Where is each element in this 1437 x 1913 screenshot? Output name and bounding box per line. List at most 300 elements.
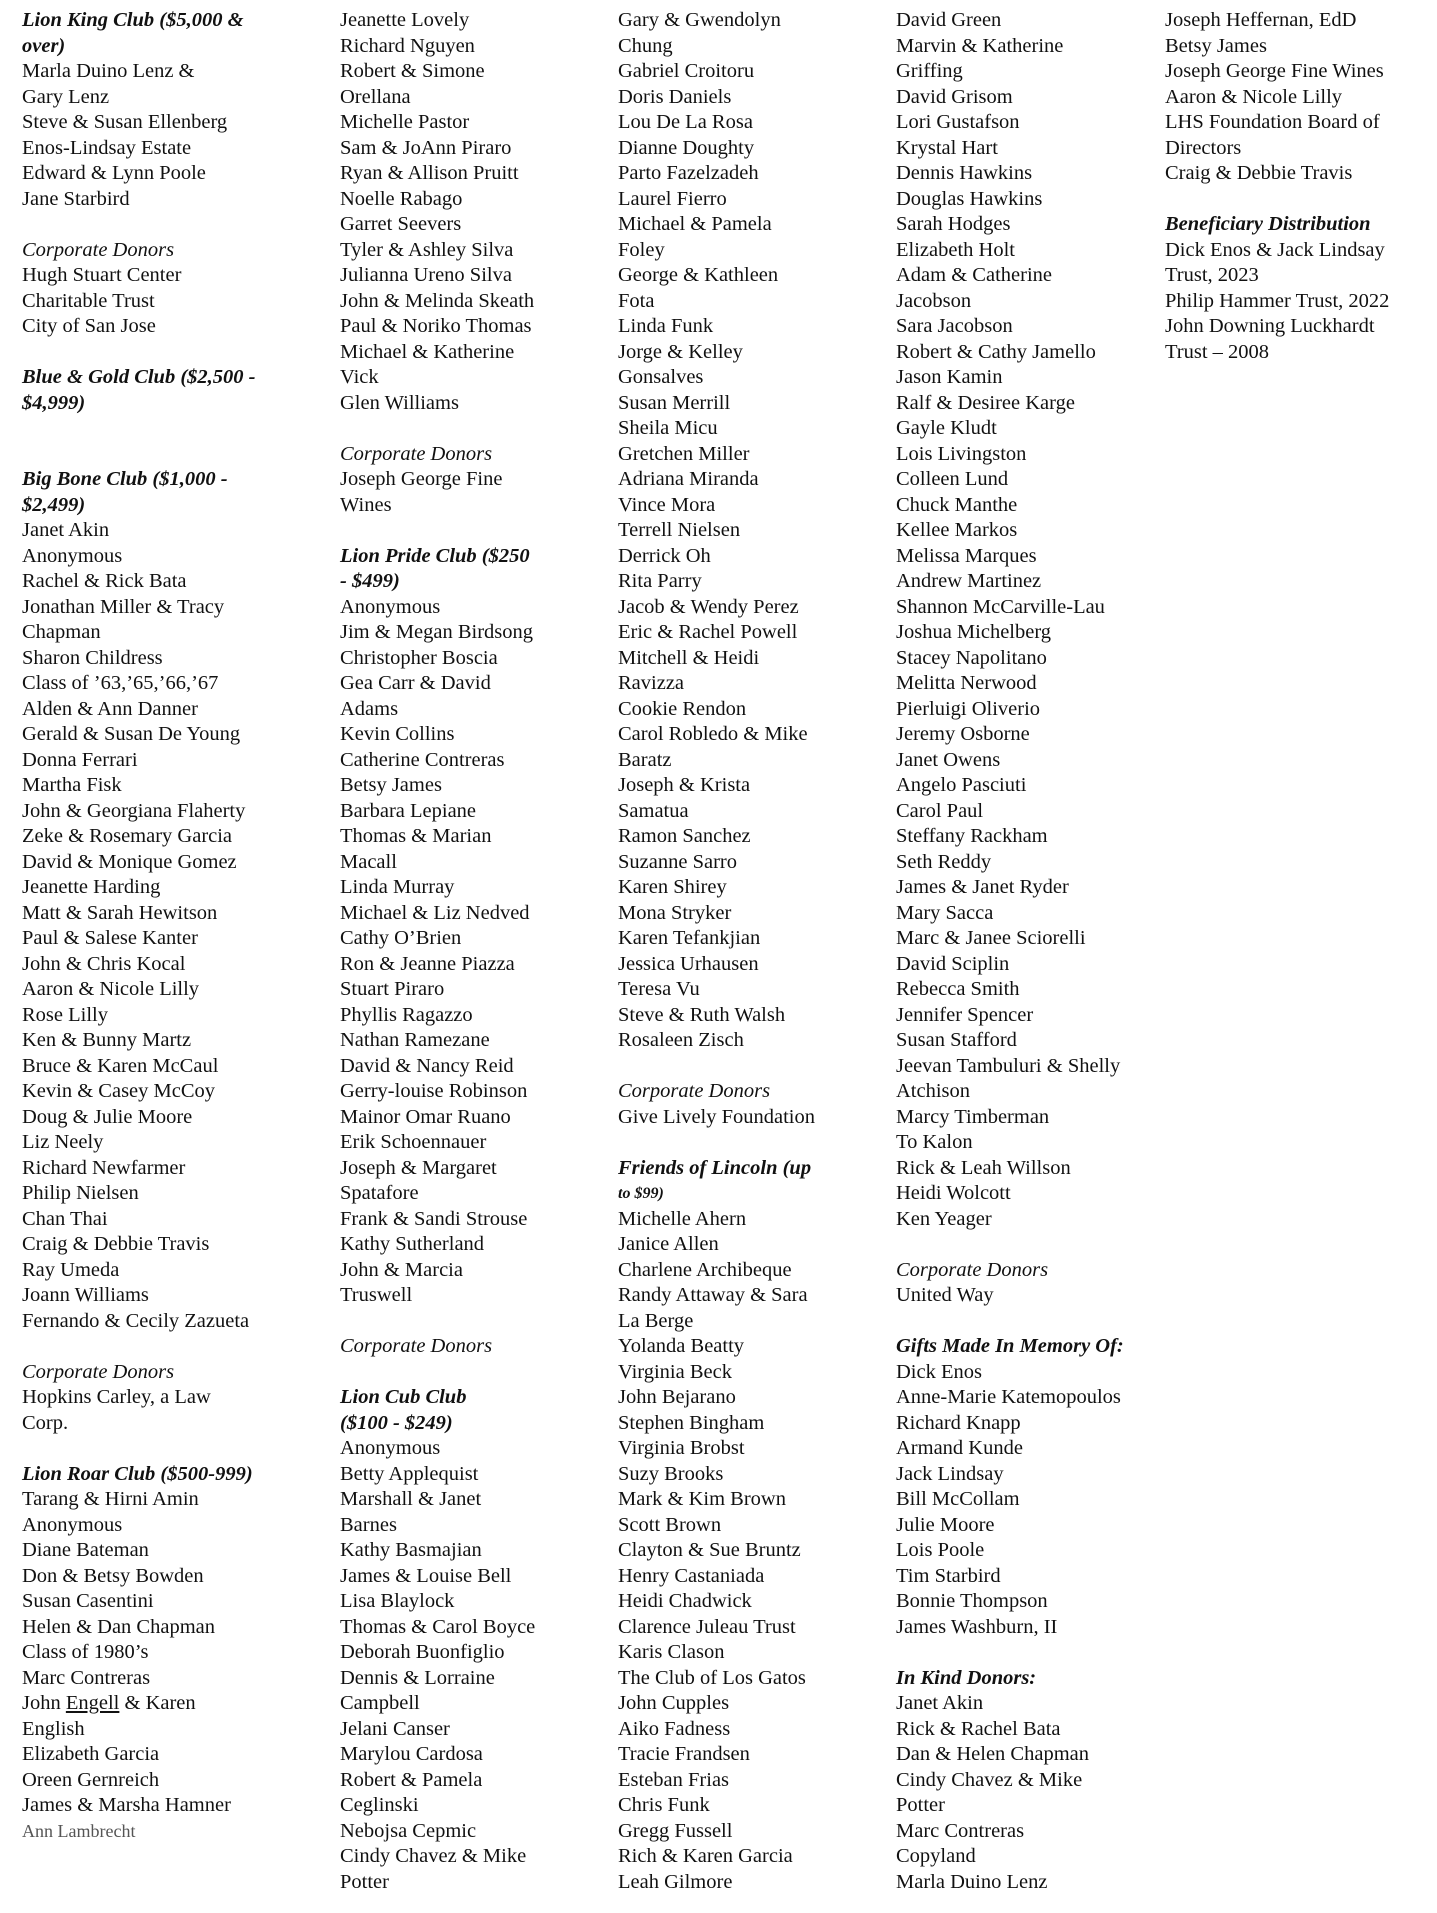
donor-name-part: & Karen xyxy=(119,1692,196,1714)
donor-name: Ryan & Allison Pruitt xyxy=(340,162,519,184)
donor-name: Karen Shirey xyxy=(618,876,727,898)
donor-name: Jason Kamin xyxy=(896,366,1003,388)
donor-name: Directors xyxy=(1165,136,1242,159)
donor-name: Adriana Miranda xyxy=(618,468,759,490)
donor-name: Randy Attaway & Sara xyxy=(618,1284,808,1306)
donor-name: Bill McCollam xyxy=(896,1488,1020,1510)
donor-name: Seth Reddy xyxy=(896,850,992,873)
section-heading: Beneficiary Distribution xyxy=(1165,213,1371,235)
donor-name: Michael & Liz Nedved xyxy=(340,901,530,924)
donor-name: James Washburn, II xyxy=(896,1615,1058,1638)
donor-name: Hugh Stuart Center xyxy=(22,264,182,286)
donor-name: Marylou Cardosa xyxy=(340,1743,483,1765)
donor-name: Anonymous xyxy=(340,595,441,618)
donor-name: Macall xyxy=(340,850,397,873)
donor-name: Michelle Ahern xyxy=(618,1207,747,1230)
donor-name: Joseph George Fine xyxy=(340,468,503,490)
donor-name: Give Lively Foundation xyxy=(618,1105,816,1128)
donor-name: Andrew Martinez xyxy=(896,570,1042,592)
donor-name: Karis Clason xyxy=(618,1641,725,1663)
donor-name: Suzy Brooks xyxy=(618,1462,724,1485)
section-heading: In Kind Donors: xyxy=(896,1666,1037,1689)
donor-name: Oreen Gernreich xyxy=(22,1768,160,1791)
donor-name: Barbara Lepiane xyxy=(340,799,477,822)
section-heading: over) xyxy=(22,34,66,57)
donor-name: Krystal Hart xyxy=(896,136,998,159)
donor-name: Spatafore xyxy=(340,1182,419,1204)
donor-name: George & Kathleen xyxy=(618,264,779,286)
spacer xyxy=(340,518,535,544)
donor-name: Aiko Fadness xyxy=(618,1717,731,1740)
donor-name: Melitta Nerwood xyxy=(896,672,1037,694)
donor-name: Craig & Debbie Travis xyxy=(1165,162,1353,184)
donor-name: James & Marsha Hamner xyxy=(22,1794,231,1816)
donor-name: Ken Yeager xyxy=(896,1207,992,1230)
donor-name: Matt & Sarah Hewitson xyxy=(22,901,218,924)
donor-name: Garret Seevers xyxy=(340,213,462,235)
donor-name: Melissa Marques xyxy=(896,544,1037,567)
section-heading: Lion Pride Club ($250 xyxy=(340,544,530,567)
donor-name: Linda Funk xyxy=(618,315,714,337)
donor-name: Copyland xyxy=(896,1845,976,1867)
section-heading: $2,499) xyxy=(22,493,86,516)
donor-name: Philip Nielsen xyxy=(22,1182,139,1204)
donor-name: Richard Nguyen xyxy=(340,34,475,57)
donor-name: Joseph Heffernan, EdD xyxy=(1165,9,1357,31)
donor-name: Alden & Ann Danner xyxy=(22,697,198,720)
section-heading: Big Bone Club ($1,000 - xyxy=(22,468,228,490)
donor-name: David & Nancy Reid xyxy=(340,1054,514,1077)
donor-name: Potter xyxy=(340,1870,389,1893)
donor-name: Nebojsa Cepmic xyxy=(340,1819,477,1842)
donor-name: Betsy James xyxy=(1165,34,1267,57)
donor-name: Bruce & Karen McCaul xyxy=(22,1054,219,1077)
donor-name: Marc & Janee Sciorelli xyxy=(896,927,1086,949)
donor-name: Lois Livingston xyxy=(896,442,1027,465)
donor-name: Heidi Chadwick xyxy=(618,1590,752,1612)
donor-name: David Grisom xyxy=(896,85,1013,108)
donor-name: Chung xyxy=(618,34,673,57)
donor-name: Paul & Salese Kanter xyxy=(22,927,198,949)
donor-name: Baratz xyxy=(618,748,672,771)
donor-name: Martha Fisk xyxy=(22,774,122,796)
donor-name: Jack Lindsay xyxy=(896,1462,1004,1485)
donor-name: Jorge & Kelley xyxy=(618,340,743,363)
donor-name: Karen Tefankjian xyxy=(618,927,761,949)
spacer xyxy=(896,1640,1124,1666)
donor-name: Gerry-louise Robinson xyxy=(340,1080,528,1102)
donor-name: Betsy James xyxy=(340,774,442,796)
donor-name: Jelani Canser xyxy=(340,1717,450,1740)
donor-name: Chris Funk xyxy=(618,1794,710,1816)
donor-name: Marc Contreras xyxy=(896,1819,1025,1842)
spacer xyxy=(22,340,256,366)
spacer xyxy=(22,1334,256,1360)
donor-name: Trust – 2008 xyxy=(1165,340,1270,363)
donor-name: Leah Gilmore xyxy=(618,1870,733,1893)
donor-name: Kathy Basmajian xyxy=(340,1539,482,1561)
donor-name: Liz Neely xyxy=(22,1131,104,1153)
donor-name: Sam & JoAnn Piraro xyxy=(340,136,512,159)
donor-name: Vince Mora xyxy=(618,493,716,516)
section-heading: Blue & Gold Club ($2,500 - xyxy=(22,366,256,388)
donor-name: Gea Carr & David xyxy=(340,672,491,694)
donor-name: Potter xyxy=(896,1794,945,1816)
donor-name: Lois Poole xyxy=(896,1539,985,1561)
donor-name: Marshall & Janet xyxy=(340,1488,482,1510)
donor-name: Jacob & Wendy Perez xyxy=(618,595,799,618)
donor-name: Charlene Archibeque xyxy=(618,1258,792,1281)
donor-name: Sharon Childress xyxy=(22,646,163,669)
donor-name: Tarang & Hirni Amin xyxy=(22,1488,199,1510)
donor-name: Anonymous xyxy=(22,1513,123,1536)
donor-name: Douglas Hawkins xyxy=(896,187,1043,210)
donor-name: Samatua xyxy=(618,799,689,822)
donor-name: Ken & Bunny Martz xyxy=(22,1029,192,1051)
donor-name: Steve & Ruth Walsh xyxy=(618,1003,786,1026)
donor-name: Janet Owens xyxy=(896,748,1001,771)
spacer xyxy=(1165,187,1389,213)
underlined-name-part: Engell xyxy=(65,1692,120,1714)
donor-name-part: John xyxy=(22,1692,66,1714)
donor-name: Terrell Nielsen xyxy=(618,519,741,541)
donor-name: Michael & Katherine xyxy=(340,340,515,363)
donor-name: Barnes xyxy=(340,1513,397,1536)
donor-name: Zeke & Rosemary Garcia xyxy=(22,825,233,847)
donor-name: Dick Enos xyxy=(896,1360,982,1383)
donor-name: Rita Parry xyxy=(618,570,702,592)
donor-name: Rick & Leah Willson xyxy=(896,1156,1071,1179)
donor-name: Jane Starbird xyxy=(22,187,130,210)
donor-name: Vick xyxy=(340,366,379,388)
donor-name: Sheila Micu xyxy=(618,417,718,439)
donor-name: John & Georgiana Flaherty xyxy=(22,799,246,822)
donor-name: Ceglinski xyxy=(340,1794,419,1816)
donor-name: Ravizza xyxy=(618,672,685,694)
spacer xyxy=(22,416,256,442)
donor-name: David Sciplin xyxy=(896,952,1010,975)
donor-name: Eric & Rachel Powell xyxy=(618,621,798,643)
donor-name: Rick & Rachel Bata xyxy=(896,1717,1061,1740)
donor-name: Scott Brown xyxy=(618,1513,722,1536)
donor-name: Richard Newfarmer xyxy=(22,1156,186,1179)
donor-name: Angelo Pasciuti xyxy=(896,774,1027,796)
donor-name: Lou De La Rosa xyxy=(618,111,753,133)
donor-name: Esteban Frias xyxy=(618,1768,730,1791)
donor-name: Anne-Marie Katemopoulos xyxy=(896,1386,1121,1408)
donor-name: Robert & Simone xyxy=(340,60,485,82)
donor-name: Chuck Manthe xyxy=(896,493,1018,516)
donor-name: Susan Merrill xyxy=(618,391,731,414)
donor-column-3 xyxy=(618,8,815,1895)
donor-name: Fernando & Cecily Zazueta xyxy=(22,1309,250,1332)
donor-name: John Bejarano xyxy=(618,1386,736,1408)
donor-name: Stuart Piraro xyxy=(340,978,445,1000)
donor-name: Julianna Ureno Silva xyxy=(340,264,512,286)
donor-name: Hopkins Carley, a Law xyxy=(22,1386,211,1408)
donor-name: Edward & Lynn Poole xyxy=(22,162,206,184)
donor-name: The Club of Los Gatos xyxy=(618,1666,806,1689)
donor-name: Craig & Debbie Travis xyxy=(22,1233,210,1255)
section-heading: - $499) xyxy=(340,570,400,592)
donor-name: Heidi Wolcott xyxy=(896,1182,1011,1204)
donor-name: Marla Duino Lenz & xyxy=(22,60,195,82)
donor-name: Colleen Lund xyxy=(896,468,1009,490)
donor-name: Teresa Vu xyxy=(618,978,700,1000)
donor-name: English xyxy=(22,1717,85,1740)
donor-name: Dan & Helen Chapman xyxy=(896,1743,1089,1765)
donor-name: Bonnie Thompson xyxy=(896,1590,1048,1612)
donor-name: Yolanda Beatty xyxy=(618,1335,745,1357)
donor-name: Sara Jacobson xyxy=(896,315,1013,337)
donor-name: Mona Stryker xyxy=(618,901,732,924)
donor-name: Fota xyxy=(618,289,655,312)
donor-name: Clarence Juleau Trust xyxy=(618,1615,796,1638)
donor-name: John Downing Luckhardt xyxy=(1165,315,1375,337)
donor-name: Lori Gustafson xyxy=(896,111,1020,133)
donor-name: Steffany Rackham xyxy=(896,825,1048,847)
donor-name: Susan Casentini xyxy=(22,1590,154,1612)
donor-name: To Kalon xyxy=(896,1131,973,1153)
donor-name: David Green xyxy=(896,9,1002,31)
subsection-heading: Corporate Donors xyxy=(22,238,175,261)
donor-name: Steve & Susan Ellenberg xyxy=(22,111,228,133)
donor-name: Carol Robledo & Mike xyxy=(618,723,808,745)
donor-name: Rich & Karen Garcia xyxy=(618,1845,793,1867)
donor-name: Donna Ferrari xyxy=(22,748,138,771)
donor-name: Dennis Hawkins xyxy=(896,162,1033,184)
donor-name: LHS Foundation Board of xyxy=(1165,111,1380,133)
donor-name: Campbell xyxy=(340,1692,420,1714)
donor-name: Jeremy Osborne xyxy=(896,723,1030,745)
section-heading: ($100 - $249) xyxy=(340,1411,453,1434)
donor-name: Derrick Oh xyxy=(618,544,711,567)
donor-column-5 xyxy=(1165,8,1389,365)
donor-name: United Way xyxy=(896,1284,994,1306)
donor-name: Gary & Gwendolyn xyxy=(618,9,781,31)
donor-name: Joshua Michelberg xyxy=(896,621,1052,643)
donor-name: Gregg Fussell xyxy=(618,1819,733,1842)
donor-name: Gary Lenz xyxy=(22,85,110,108)
donor-name: Mitchell & Heidi xyxy=(618,646,760,669)
donor-name: Rosaleen Zisch xyxy=(618,1029,744,1051)
donor-name: Marc Contreras xyxy=(22,1666,151,1689)
donor-name: Lisa Blaylock xyxy=(340,1590,455,1612)
donor-name: Linda Murray xyxy=(340,876,455,898)
donor-name: Susan Stafford xyxy=(896,1029,1017,1051)
donor-name: Paul & Noriko Thomas xyxy=(340,315,532,337)
donor-name: Jeanette Lovely xyxy=(340,9,470,31)
donor-column-1 xyxy=(22,8,256,1844)
spacer xyxy=(340,416,535,442)
donor-name: Enos-Lindsay Estate xyxy=(22,136,192,159)
donor-name: Janice Allen xyxy=(618,1233,719,1255)
section-heading: Friends of Lincoln (up xyxy=(618,1156,812,1179)
donor-name: Kellee Markos xyxy=(896,519,1018,541)
donor-name: John Cupples xyxy=(618,1692,730,1714)
donor-name: Aaron & Nicole Lilly xyxy=(22,978,200,1000)
donor-name: Julie Moore xyxy=(896,1513,995,1536)
donor-name: La Berge xyxy=(618,1309,694,1332)
donor-name: David & Monique Gomez xyxy=(22,850,237,873)
donor-name: Jonathan Miller & Tracy xyxy=(22,595,225,618)
donor-name: Joseph George Fine Wines xyxy=(1165,60,1384,82)
donor-name: James & Janet Ryder xyxy=(896,876,1069,898)
donor-name: Pierluigi Oliverio xyxy=(896,697,1041,720)
donor-name: Dennis & Lorraine xyxy=(340,1666,495,1689)
donor-name: Gabriel Croitoru xyxy=(618,60,755,82)
section-heading: Lion King Club ($5,000 & xyxy=(22,9,244,31)
spacer xyxy=(22,1436,256,1462)
donor-name: Henry Castaniada xyxy=(618,1564,765,1587)
donor-name: Don & Betsy Bowden xyxy=(22,1564,204,1587)
donor-name: Mark & Kim Brown xyxy=(618,1488,786,1510)
donor-name: Virginia Beck xyxy=(618,1360,732,1383)
donor-name: Jacobson xyxy=(896,289,972,312)
donor-name: Suzanne Sarro xyxy=(618,850,737,873)
donor-name: Richard Knapp xyxy=(896,1411,1021,1434)
donor-name: Janet Akin xyxy=(896,1692,984,1714)
donor-name: Jennifer Spencer xyxy=(896,1003,1034,1026)
donor-name: Cindy Chavez & Mike xyxy=(340,1845,527,1867)
donor-name: Janet Akin xyxy=(22,519,110,541)
donor-name: Doris Daniels xyxy=(618,85,732,108)
donor-name: Class of 1980’s xyxy=(22,1641,149,1663)
donor-name: Marcy Timberman xyxy=(896,1105,1050,1128)
donor-name: Glen Williams xyxy=(340,391,459,414)
donor-name: Cookie Rendon xyxy=(618,697,747,720)
donor-name: Helen & Dan Chapman xyxy=(22,1615,215,1638)
donor-name: Parto Fazelzadeh xyxy=(618,162,759,184)
subsection-heading: Corporate Donors xyxy=(340,442,493,465)
donor-name: Jessica Urhausen xyxy=(618,952,759,975)
spacer xyxy=(896,1309,1124,1335)
donor-name: James & Louise Bell xyxy=(340,1564,512,1587)
donor-name: Adams xyxy=(340,697,399,720)
donor-name: Ramon Sanchez xyxy=(618,825,751,847)
donor-name: Ann Lambrecht xyxy=(22,1820,136,1841)
donor-name: Griffing xyxy=(896,60,963,82)
donor-name: Joseph & Margaret xyxy=(340,1156,497,1179)
donor-name: Phyllis Ragazzo xyxy=(340,1003,473,1026)
donor-name: John & Marcia xyxy=(340,1258,463,1281)
donor-name: City of San Jose xyxy=(22,315,156,337)
donor-name: John & Chris Kocal xyxy=(22,952,186,975)
donor-name: Ray Umeda xyxy=(22,1258,120,1281)
donor-name: Adam & Catherine xyxy=(896,264,1052,286)
donor-name: Diane Bateman xyxy=(22,1539,149,1561)
donor-name: Christopher Boscia xyxy=(340,646,498,669)
donor-name: Mary Sacca xyxy=(896,901,994,924)
donor-name: Kevin Collins xyxy=(340,723,455,745)
donor-column-4 xyxy=(896,8,1124,1895)
donor-name: Clayton & Sue Bruntz xyxy=(618,1539,801,1561)
donor-name: Thomas & Marian xyxy=(340,825,492,847)
donor-name: Robert & Cathy Jamello xyxy=(896,340,1096,363)
donor-name: John & Melinda Skeath xyxy=(340,289,535,312)
donor-name: Laurel Fierro xyxy=(618,187,727,210)
donor-name: Chan Thai xyxy=(22,1207,108,1230)
donor-name: Sarah Hodges xyxy=(896,213,1011,235)
donor-name: Elizabeth Holt xyxy=(896,238,1015,261)
donor-name: Dick Enos & Jack Lindsay xyxy=(1165,238,1385,261)
section-heading: $4,999) xyxy=(22,391,86,414)
donor-name: Michael & Pamela xyxy=(618,213,772,235)
donor-name: Ron & Jeanne Piazza xyxy=(340,952,515,975)
donor-name: Kevin & Casey McCoy xyxy=(22,1080,216,1102)
donor-name: Charitable Trust xyxy=(22,289,155,312)
donor-name: Joseph & Krista xyxy=(618,774,751,796)
donor-name: Foley xyxy=(618,238,665,261)
donor-name: Betty Applequist xyxy=(340,1462,479,1485)
donor-name: Deborah Buonfiglio xyxy=(340,1641,505,1663)
donor-name: Corp. xyxy=(22,1411,69,1434)
donor-name: Tyler & Ashley Silva xyxy=(340,238,514,261)
donor-name: Michelle Pastor xyxy=(340,111,470,133)
donor-name: Thomas & Carol Boyce xyxy=(340,1615,536,1638)
spacer xyxy=(22,212,256,238)
donor-name: Rose Lilly xyxy=(22,1003,108,1026)
donor-name: Jim & Megan Birdsong xyxy=(340,621,534,643)
spacer xyxy=(896,1232,1124,1258)
donor-name: Mainor Omar Ruano xyxy=(340,1105,511,1128)
donor-name: Jeanette Harding xyxy=(22,876,161,898)
donor-name: Nathan Ramezane xyxy=(340,1029,490,1051)
donor-name: Stacey Napolitano xyxy=(896,646,1047,669)
donor-name: Cathy O’Brien xyxy=(340,927,462,949)
donor-name: Doug & Julie Moore xyxy=(22,1105,193,1128)
spacer xyxy=(22,442,256,468)
donor-name: Elizabeth Garcia xyxy=(22,1743,160,1765)
donor-name: Armand Kunde xyxy=(896,1437,1023,1459)
donor-name: Orellana xyxy=(340,85,411,108)
donor-name: Trust, 2023 xyxy=(1165,264,1259,286)
donor-name: Stephen Bingham xyxy=(618,1411,765,1434)
donor-name: Virginia Brobst xyxy=(618,1437,745,1459)
spacer xyxy=(618,1054,815,1080)
donor-name: Wines xyxy=(340,493,392,516)
donor-name: Anonymous xyxy=(22,544,123,567)
subsection-heading: Corporate Donors xyxy=(22,1360,175,1383)
donor-name: Atchison xyxy=(896,1080,971,1102)
subsection-heading: Corporate Donors xyxy=(340,1335,493,1357)
donor-name: Aaron & Nicole Lilly xyxy=(1165,85,1343,108)
donor-name: Gerald & Susan De Young xyxy=(22,723,241,745)
donor-name: Gretchen Miller xyxy=(618,442,750,465)
section-heading: to $99) xyxy=(618,1185,664,1202)
donor-name xyxy=(22,1691,256,1717)
donor-name: Marla Duino Lenz xyxy=(896,1870,1048,1893)
section-heading: Lion Roar Club ($500-999) xyxy=(22,1462,253,1485)
subsection-heading: Corporate Donors xyxy=(896,1258,1049,1281)
donor-name: Frank & Sandi Strouse xyxy=(340,1207,528,1230)
donor-column-2 xyxy=(340,8,535,1895)
donor-name: Anonymous xyxy=(340,1437,441,1459)
donor-name: Tracie Frandsen xyxy=(618,1743,750,1765)
donor-name: Philip Hammer Trust, 2022 xyxy=(1165,289,1390,312)
donor-name: Truswell xyxy=(340,1284,413,1306)
donor-name: Rebecca Smith xyxy=(896,978,1020,1000)
donor-name: Tim Starbird xyxy=(896,1564,1001,1587)
donor-name: Ralf & Desiree Karge xyxy=(896,391,1075,414)
donor-name: Robert & Pamela xyxy=(340,1768,483,1791)
donor-name: Carol Paul xyxy=(896,799,984,822)
donor-name: Rachel & Rick Bata xyxy=(22,570,187,592)
donor-name: Gayle Kludt xyxy=(896,417,997,439)
donor-name: Gonsalves xyxy=(618,366,704,388)
donor-name: Chapman xyxy=(22,621,101,643)
spacer xyxy=(340,1360,535,1386)
